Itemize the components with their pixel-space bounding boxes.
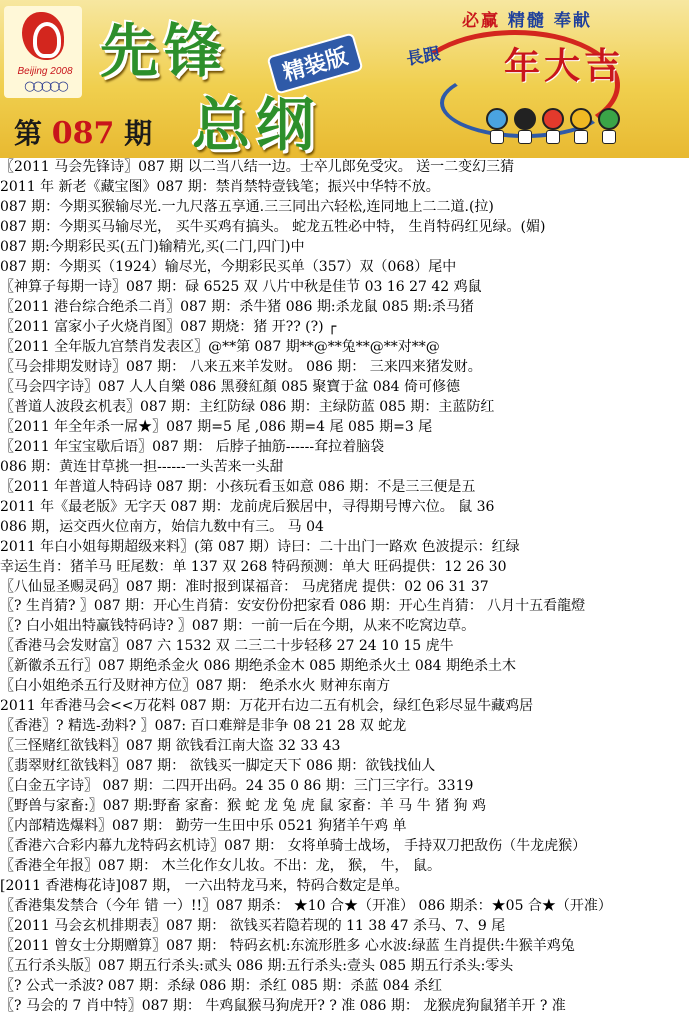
mascot-icon [570,108,592,144]
logo-text: Beijing 2008 [17,66,73,77]
olympic-rings-icon: ○○○○○ [24,79,66,94]
list-item: 〖2011 港台综合绝杀二肖〗087 期：杀牛猪 086 期:杀龙鼠 085 期:杀马猪 [0,298,474,315]
list-item: 〖2011 马会玄机排期表〗087 期： 欲钱买若隐若现的 11 38 47 杀马、7、9 尾 [0,918,506,935]
list-item: 2011 年香港马会<<万花料 087 期：万花开右边二五有机会，绿红色彩尽显牛藏鸡居 [0,698,534,715]
list-item: 〖内部精选爆料〗087 期： 勤劳一生田中乐 0521 狗猪羊午鸡 单 [0,818,407,835]
follow-text: 長跟 [404,44,442,70]
list-item: 〖? 马会的 7 肖中特〗087 期： 牛鸡鼠猴马狗虎开? ? 准 086 期： 龙猴虎狗鼠猪羊开 ? 准 [0,998,566,1015]
list-item: 〖? 生肖猜? 〗087 期：开心生肖猜：安安份份把家看 086 期：开心生肖猜： 八月十五看龍燈 [0,598,586,615]
slogan-prefix: 必赢 [462,11,500,31]
banner-title: 先锋 [100,17,229,85]
list-item: 〖三怪赌红欲钱料〗087 期 欲钱看江南大盗 32 33 43 [0,738,341,755]
list-item: 〖香港集发禁合（今年 错 一）!!〗087 期杀： ★10 合★（开准） 086 期杀：★05 合★（开准） [0,898,612,915]
list-item: 〖马会排期发财诗〗087 期： 八来五来羊发财。 086 期： 三来四来猪发财。 [0,358,482,375]
list-item: 〖2011 年普道人特码诗 087 期：小孩玩看玉如意 086 期：不是三三便是五 [0,478,476,495]
list-item: 〖白小姐绝杀五行及财神方位〗087 期： 绝杀水火 财神东南方 [0,678,391,695]
mascot-icon [486,108,508,144]
list-item: 2011 年白小姐每期超级来料〗(第 087 期）诗曰：二十出门一路欢 色波提示：红绿 [0,538,520,555]
list-item: 〖普道人波段玄机表〗087 期：主红防绿 086 期：主绿防蓝 085 期：主蓝防红 [0,398,495,415]
list-item: [2011 香港梅花诗]087 期， 一六出特龙马来，特码合数定是单。 [0,878,409,895]
list-item: 087 期：今期买马输尽光， 买牛买鸡有搞头。 蛇龙五牲必中特， 生肖特码红见绿。(媚) [0,218,546,235]
header-banner [0,0,689,158]
list-item: 〖香港马会发财富〗087 六 1532 双 二三二十步轻移 27 24 10 15 虎牛 [0,638,454,655]
list-item: 087 期：今期买（1924）输尽光，今期彩民买单（357）双（068）尾中 [0,258,457,275]
list-item: 〖五行杀头版〗087 期五行杀头:贰头 086 期:五行杀头:壹头 085 期五行杀头:零头 [0,958,514,975]
list-item: 〖马会四字诗〗087 人人自樂 086 黑發紅顏 085 聚寶于盆 084 倚可修德 [0,378,461,395]
list-item: 〖2011 年宝宝歇后语〗087 期： 后脖子抽筋------耷拉着脑袋 [0,438,385,455]
edition-badge: 精装版 [266,32,363,94]
list-item: 2011 年 新老《藏宝图》087 期：禁肖禁特壹钱笔；振兴中华特不放。 [0,178,440,195]
list-item: 〖新徽杀五行〗087 期绝杀金火 086 期绝杀金木 085 期绝杀火土 084 期绝杀土木 [0,658,517,675]
mascot-icon [542,108,564,144]
list-item: 〖香港〗? 精选-劲料? 〗087: 百口难辩是非争 08 21 28 双 蛇龙 [0,718,407,735]
list-item: 〖八仙显圣赐灵码〗087 期：准时报到谋福音： 马虎猪虎 提供：02 06 31 37 [0,578,489,595]
list-item: 〖野兽与家畜:〗087 期:野畜 家畜：猴 蛇 龙 兔 虎 鼠 家畜：羊 马 牛 猪 狗 鸡 [0,798,487,815]
list-item: 幸运生肖：猪羊马 旺尾数：单 137 双 268 特码预测：单大 旺码提供：12 26 30 [0,558,507,575]
list-item: 2011 年《最老版》无字天 087 期：龙前虎后猴居中，寻得期号博六位。 鼠 36 [0,498,495,515]
list-item: 087 期:今期彩民买(五门)输精光,买(二门,四门)中 [0,238,305,255]
banner-slogan [462,6,592,31]
list-item: 〖香港六合彩内幕九龙特码玄机诗〗087 期： 女将单骑士战场， 手持双刀把敌伤（牛龙虎猴） [0,838,587,855]
list-item: 〖白金五字诗〗 087 期：二四开出码。24 35 0 86 期：三门三字行。3319 [0,778,474,795]
mascot-icon [598,108,620,144]
greeting-text: 年大吉 [504,46,625,87]
list-item: 〖神算子每期一诗〗087 期：碌 6525 双 八片中秋是佳节 03 16 27 42 鸡鼠 [0,278,482,295]
issue-prefix: 第 [14,117,43,150]
list-item: 〖2011 全年版九宫禁肖发表区〗@**第 087 期**@**兔**@**对**@ [0,338,440,355]
list-item: 〖2011 马会先锋诗〗087 期 以二当八结一边。士卒儿郎免受灾。 送一二变幻三猜 [0,159,515,175]
issue-label [14,112,152,152]
banner-subtitle: 总纲 [192,91,321,158]
list-item: 〖香港全年报〗087 期： 木兰化作女儿妆。不出：龙， 猴， 牛， 鼠。 [0,858,441,875]
list-item: 〖2011 年全年杀一屌★〗087 期=5 尾 ,086 期=4 尾 085 期=3 尾 [0,418,433,435]
mascot-icon [514,108,536,144]
list-item: 087 期：今期买猴输尽光.一九尺落五享通.三三同出六轻松,连同地上二二道.(拉) [0,198,494,215]
olympic-logo [4,6,82,98]
beijing-emblem-icon [22,12,64,60]
list-item: 086 期：黄连甘草挑一担------一头苦来一头甜 [0,458,284,475]
list-item: 〖2011 富家小子火烧肖图〗087 期烧：猪 开?? (?) ┌ [0,318,337,335]
slogan-rest: 精髓 奉献 [507,11,592,31]
issue-suffix: 期 [124,117,153,150]
list-item: 〖? 公式一杀波? 087 期：杀绿 086 期：杀红 085 期：杀蓝 084 杀红 [0,978,442,995]
list-item: 〖2011 曾女士分期赠算〗087 期： 特码玄机:东流形胜多 心水波:绿蓝 生肖提供:牛猴羊鸡兔 [0,938,575,955]
issue-number: 087 [51,116,115,151]
list-item: 〖翡翠财红欲钱料〗087 期： 欲钱买一脚定天下 086 期：欲钱找仙人 [0,758,436,775]
list-item: 086 期，运交西火位南方，始信九数中有三。 马 04 [0,518,324,535]
list-item: 〖? 白小姐出特赢钱特码诗? 〗087 期：一前一后在今期，从来不吃窝边草。 [0,618,476,635]
